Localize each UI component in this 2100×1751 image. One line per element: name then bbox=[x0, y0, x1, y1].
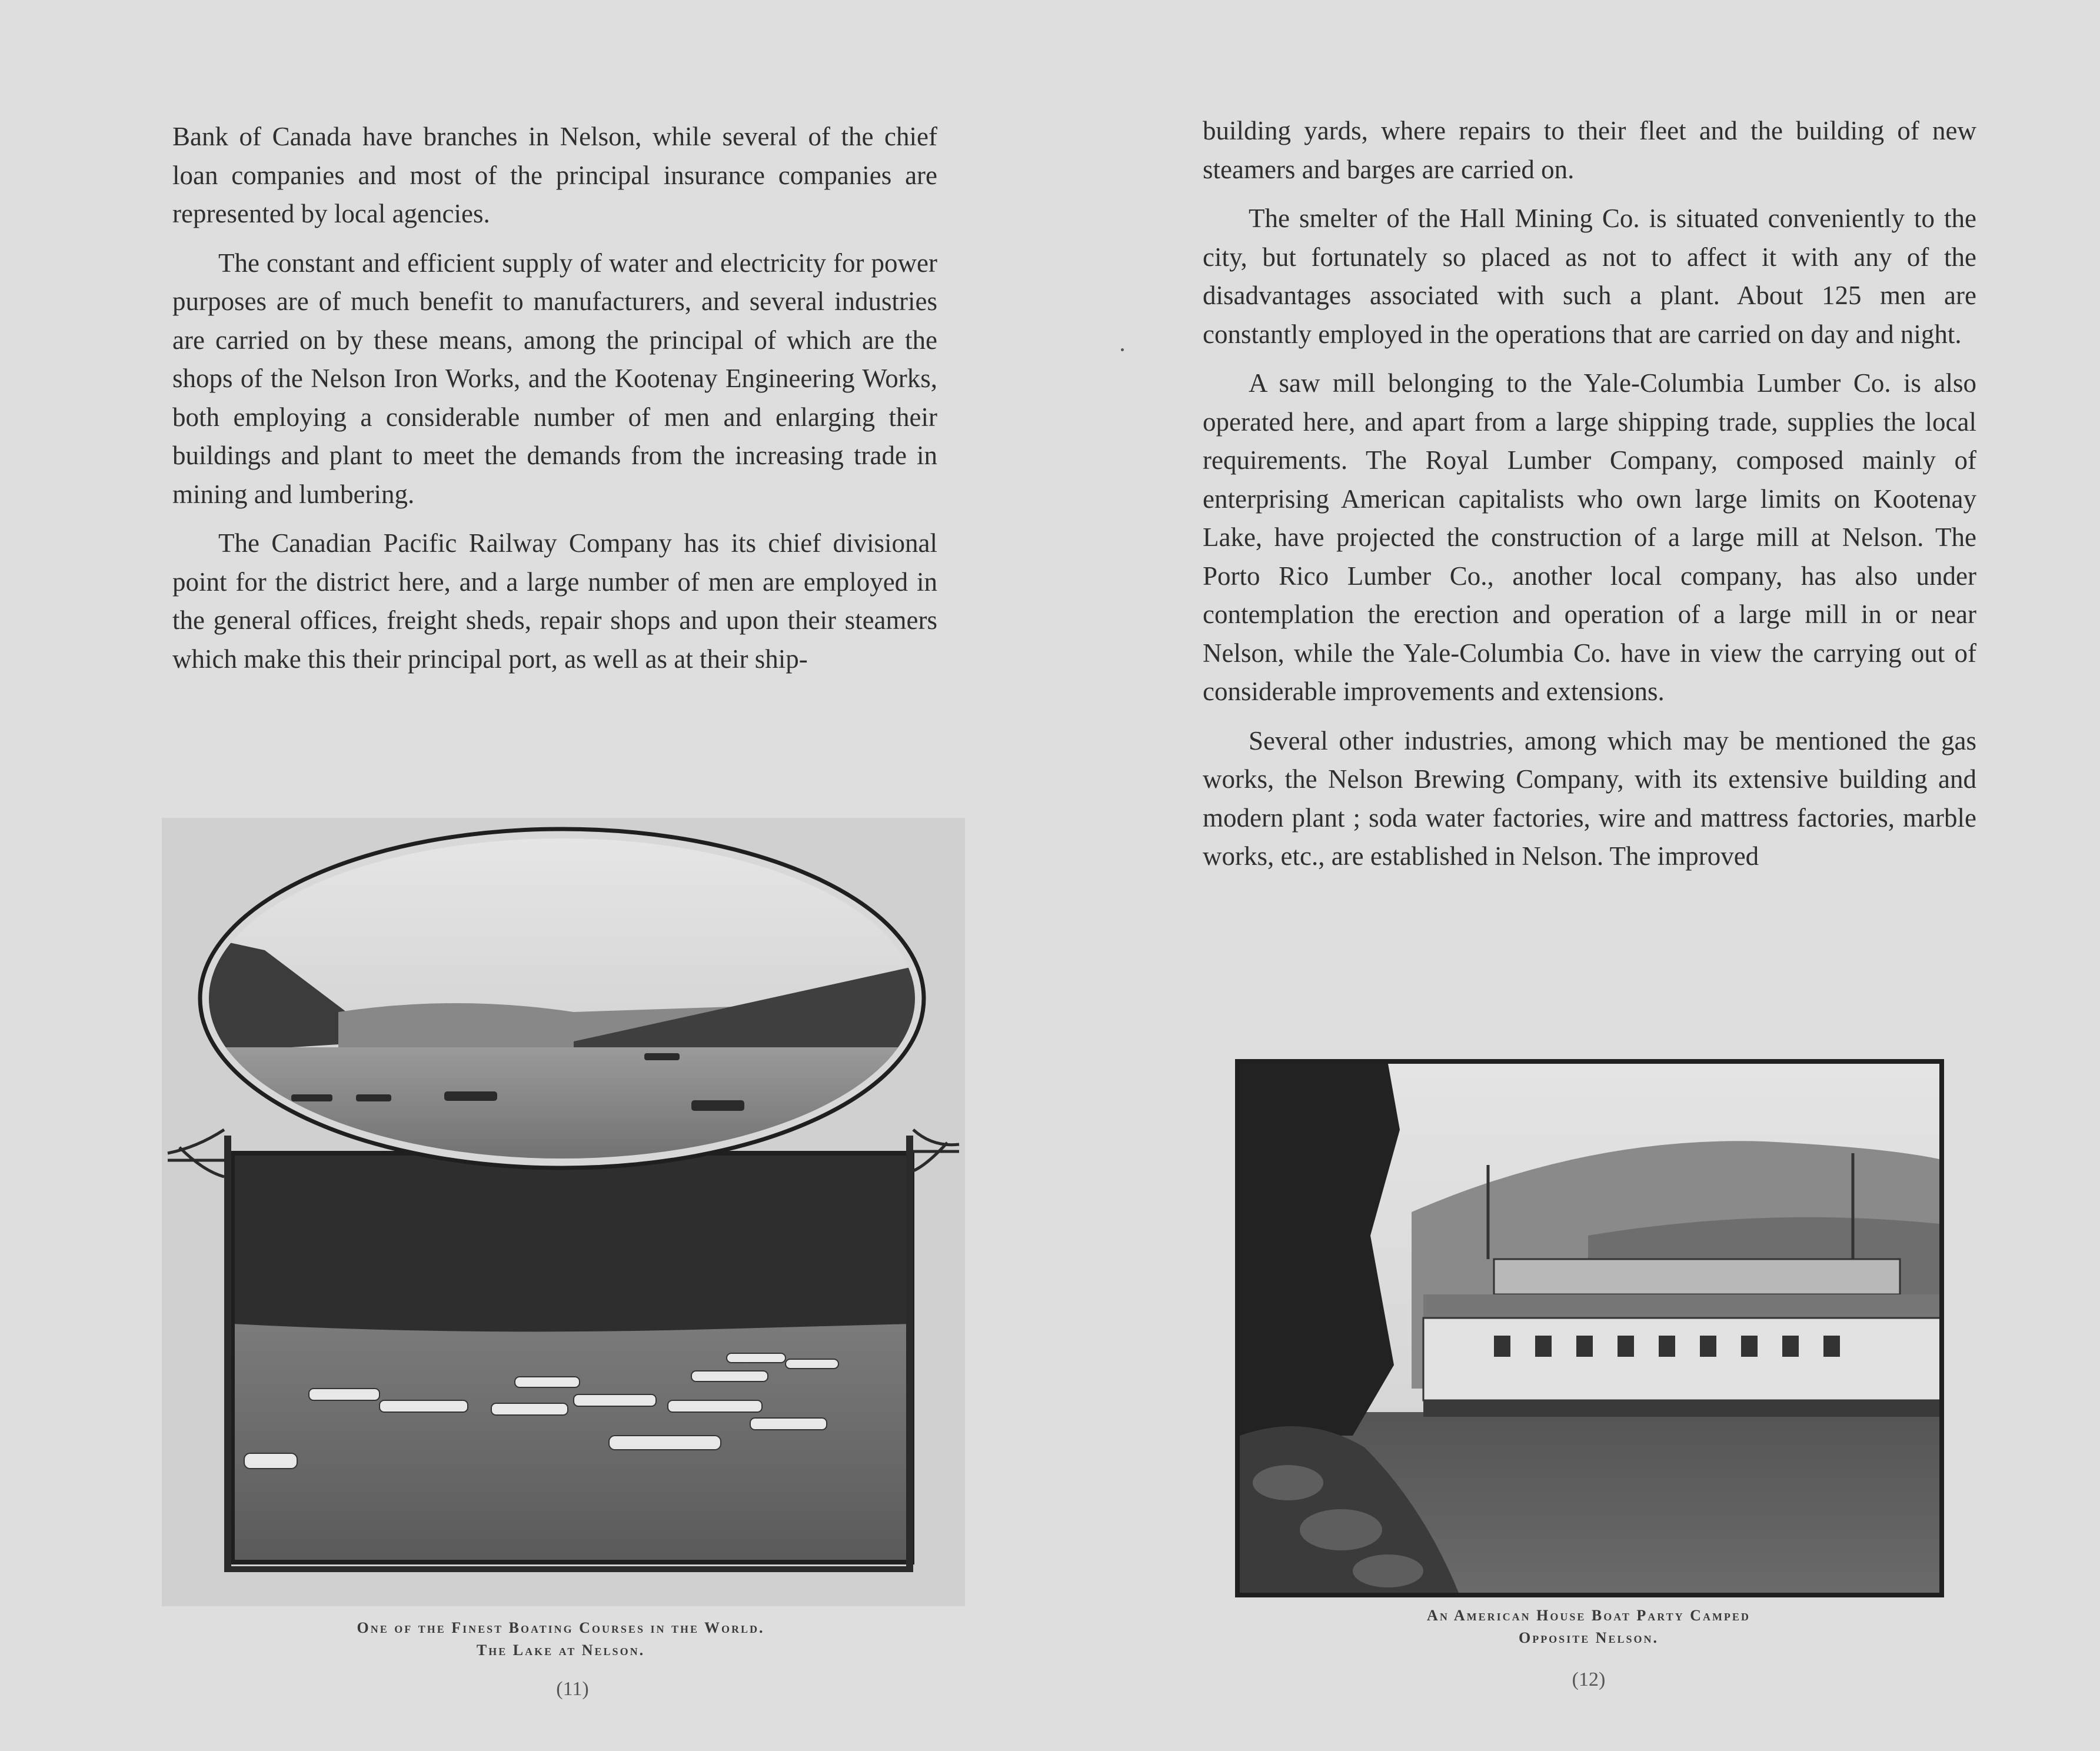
page-number-11: (11) bbox=[556, 1678, 589, 1700]
page-number-12: (12) bbox=[1572, 1669, 1606, 1690]
right-paragraph-4: Several other industries, among which may be mentioned the gas works, the Nelson Brewing Company, with its extensive building and modern plant ; soda water factories, wire and mattress factories, marble works, etc., are established in Nelson. The improved bbox=[1203, 725, 1976, 871]
houseboat-caption-line-1: An American House Boat Party Camped bbox=[1427, 1607, 1750, 1624]
right-paragraph-1: building yards, where repairs to their fleet and the building of new steamers and barges are carried on. bbox=[1203, 116, 1976, 184]
houseboat-photo-caption bbox=[1197, 1604, 1980, 1649]
right-page-text bbox=[1203, 112, 1976, 887]
lake-caption-line-2: The Lake at Nelson. bbox=[476, 1642, 645, 1659]
left-paragraph-2: The constant and efficient supply of water and electricity for power purposes are of much benefit to manufacturers, and several industries are carried on by these means, among the principal of which are the shops of the Nelson Iron Works, and the Kootenay Engineering Works, both employing a considerable number of men and enlarging their buildings and plant to meet the demands from the increasing trade in mining and lumbering. bbox=[172, 248, 937, 509]
right-paragraph-2: The smelter of the Hall Mining Co. is situated conveniently to the city, but fortunately so placed as not to affect it with any of the disadvantages associated with such a plant. About 125 men are constantly employed in the operations that are carried on day and night. bbox=[1203, 204, 1976, 349]
right-page bbox=[1050, 0, 2100, 1751]
lake-photo-caption bbox=[231, 1617, 890, 1662]
houseboat-caption-line-2: Opposite Nelson. bbox=[1518, 1629, 1659, 1646]
right-paragraph-3: A saw mill belonging to the Yale-Columbia Lumber Co. is also operated here, and apart from a large shipping trade, supplies the local requirements. The Royal Lumber Company, composed mainly of enterprising American capitalists who own large limits on Kootenay Lake, have projected the construction of a large mill at Nelson. The Porto Rico Lumber Co., another local company, has also under contemplation the erection and operation of a large mill in or near Nelson, while the Yale-Columbia Co. have in view the carrying out of considerable improvements and extensions. bbox=[1203, 368, 1976, 706]
lake-caption-line-1: One of the Finest Boating Courses in the World. bbox=[357, 1619, 765, 1636]
left-page-text bbox=[172, 118, 937, 689]
left-paragraph-1: Bank of Canada have branches in Nelson, while several of the chief loan companies and most of the principal insurance companies are represented by local agencies. bbox=[172, 122, 937, 228]
houseboat-photo bbox=[1235, 1059, 1944, 1597]
left-paragraph-3: The Canadian Pacific Railway Company has its chief divisional point for the district here, and a large number of men are employed in the general offices, freight sheds, repair shops and upon their steamers which make this their principal port, as well as at their ship- bbox=[172, 528, 937, 674]
lake-boating-photo bbox=[162, 818, 965, 1606]
